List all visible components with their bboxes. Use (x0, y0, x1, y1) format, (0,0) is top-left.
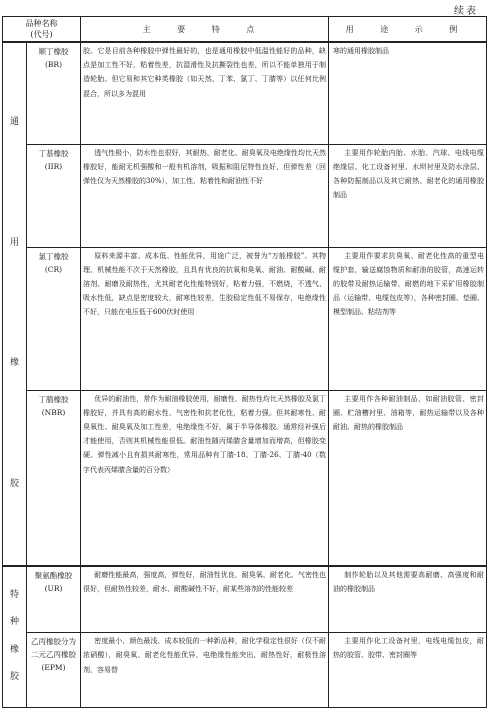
uses-cr: 主要用作要求抗臭氧、耐老化性高的重型电缆护套，输送腐蚀物质和耐油的胶管，高速运转的胶带及耐热运输带，耐燃的地下采矿用橡胶制品（运输带、电缆包皮等），各种密封圈、垫圈、模型制品、粘结剂等 (329, 247, 487, 390)
uses-iir: 主要用作轮胎内胎、水胎、汽球、电线电缆绝缘层、化工设备衬里、水坝衬里及防水涂层、各种防振制品以及其它耐热、耐老化的通用橡胶制品 (329, 144, 487, 247)
category-char: 用 (9, 237, 19, 248)
header-features (81, 17, 329, 43)
category-char: 胶 (9, 672, 19, 683)
rubber-name: 丁腈橡胶 (38, 394, 69, 404)
rubber-name-nbr (27, 390, 81, 566)
rubber-properties-table (2, 16, 487, 708)
header-uses (329, 17, 487, 43)
rubber-name-2: 二元乙丙橡胶 (31, 650, 76, 660)
category-char: 通 (9, 117, 19, 127)
features-epm: 密度最小、颜色最浅、成本较低的一种新品种，耐化学稳定性很好（仅不耐浓硝酸），耐臭氧、耐老化性能优异，电绝缘性能突出，耐热性好，耐极性溶剂，容易替 (81, 633, 329, 708)
features-ur: 耐磨性能最高，强度高，弹性好，耐油性优良，耐臭氧、耐老化、气密性也很好，但耐热性较差，耐水、耐酸碱性不好，耐某些溶剂的性能较差 (81, 566, 329, 633)
rubber-name: 聚氨酯橡胶 (34, 571, 73, 580)
table-row (3, 247, 487, 390)
rubber-name: 乙丙橡胶分为 (31, 637, 76, 647)
uses-br: 寒的通用橡胶制品 (329, 42, 487, 144)
rubber-name: 丁基橡胶 (38, 148, 69, 158)
header-name (3, 17, 81, 43)
rubber-name-iir (27, 144, 81, 247)
category-char: 特 (9, 590, 19, 600)
rubber-name-br (27, 42, 81, 144)
rubber-name-cr (27, 247, 81, 390)
uses-nbr: 主要用作各种耐油制品，如耐油胶管、密封圈、贮油槽衬里、油箱等，耐热运输带以及各种耐油、耐热的橡胶制品 (329, 390, 487, 566)
table-row (3, 390, 487, 566)
rubber-code: (NBR) (41, 407, 66, 417)
features-br: 胶。它是目前各种橡胶中弹性最好的，也是通用橡胶中低温性能好的品种，缺点是加工性不好，粘着性差，抗湿滑性及抗撕裂性也差，所以不能单独用于制造轮胎。但它易和其它种类橡胶（如天然、丁苯、氯丁、丁腈等）以任何比例混合，所以多为混用 (81, 42, 329, 144)
table-header-row (3, 17, 487, 43)
features-cr: 原料来源丰富、成本低、性能优异，用途广泛，被誉为“万能橡胶”。其物理、机械性能不次于天然橡胶，且具有优良的抗氧和臭氧、耐油、耐酸碱、耐溶剂、耐磨及耐热性，尤其耐老化性能特别好，粘着力强，不燃烧，不透气、吸水性低，缺点是密度较大，耐寒性较差，生胶稳定性低不易保存，电绝缘性不好，只能在电压低于600伏时使用 (81, 247, 329, 390)
uses-epm: 主要用作化工设备衬里，电线电缆包皮，耐热的胶管、胶带、密封圈等 (329, 633, 487, 708)
rubber-code: (CR) (44, 264, 63, 274)
category-char: 橡 (9, 358, 19, 369)
continued-label: 续表 (454, 6, 478, 17)
uses-ur: 制作轮胎以及其他需要高耐磨、高强度和耐油的橡胶制品 (329, 566, 487, 633)
features-iir: 透气性极小，防水性也很好，其耐热、耐老化、耐臭氧及电绝缘性均比天然橡胶好，能耐无机强酸和一般有机溶剂，吸振和阻尼特性良好，但弹性差（回弹性仅为天然橡胶的30%），加工性、粘着性和耐油性不好 (81, 144, 329, 247)
header-name-line: 品种名称 (25, 19, 58, 28)
category-char: 种 (9, 617, 19, 628)
category-general-rubber (3, 42, 27, 566)
header-uses-text: 用 途 示 例 (345, 24, 470, 34)
table-row (3, 566, 487, 633)
rubber-name-epm (27, 633, 81, 708)
category-char: 胶 (9, 479, 19, 490)
rubber-name: 氯丁橡胶 (38, 251, 69, 261)
rubber-name: 顺丁橡胶 (38, 47, 69, 56)
rubber-code: (EPM) (41, 663, 66, 673)
header-features-text: 主 要 特 点 (142, 24, 267, 34)
header-code-line: (代号) (30, 30, 53, 39)
rubber-code: (BR) (44, 60, 62, 69)
rubber-name-ur (27, 566, 81, 633)
rubber-code: (UR) (44, 584, 63, 593)
features-nbr: 优异的耐油性，常作为耐油橡胶使用，耐磨性、耐热性均比天然橡胶及氯丁橡胶好，并具有高的耐水性、气密性和抗老化性，粘着力强。但其耐寒性、耐臭氧性、耐臭氧及加工性差，电绝缘性不好，属于半导体橡胶。通常经补强后才能使用，否则其机械性能很低。耐油性随丙烯腈含量增加而增高，但橡胶变硬、弹性减小且有损其耐寒性，常用品种有丁腈-18、丁腈-26、丁腈-40（数字代表丙烯腈含量的百分数） (81, 390, 329, 566)
table-row (3, 42, 487, 144)
table-row (3, 633, 487, 708)
category-char: 橡 (9, 644, 19, 655)
table-row (3, 144, 487, 247)
rubber-code: (IIR) (44, 161, 63, 171)
category-special-rubber (3, 566, 27, 708)
